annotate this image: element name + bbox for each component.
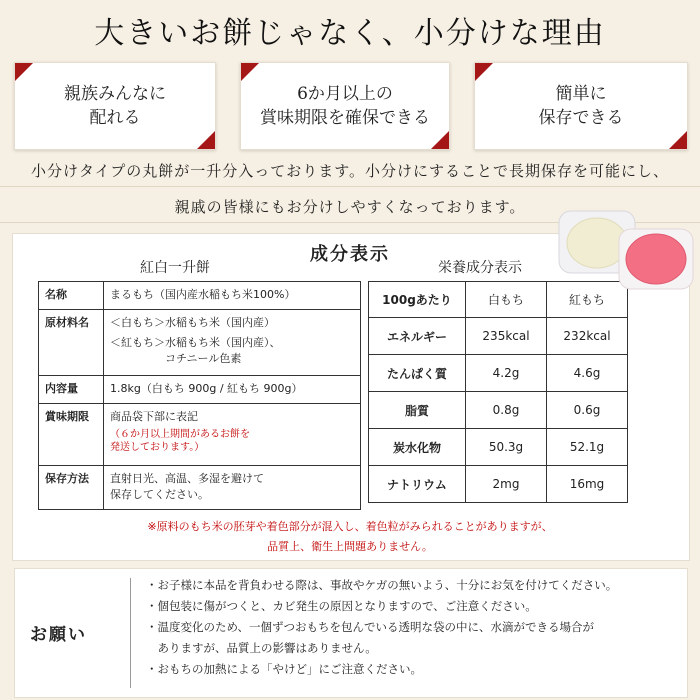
list-item: ・個包装に傷がつくと、カビ発生の原因となりますので、ご注意ください。 [146, 599, 537, 613]
divider [0, 186, 700, 187]
nutrition-table [368, 281, 628, 503]
nutrient-label: たんぱく質 [369, 355, 466, 392]
column-header: 紅もち [547, 282, 628, 318]
list-item: ・おもちの加熱による「やけど」にご注意ください。 [146, 662, 422, 676]
row-value-cell [104, 404, 361, 466]
list-item: ・お子様に本品を背負わせる際は、事故やケガの無いよう、十分にお気を付けてください。 [146, 578, 618, 592]
table-row [369, 466, 628, 503]
intro-line-1: 小分けタイプの丸餅が一升分入っております。小分けにすることで長期保存を可能にし、 [30, 162, 670, 180]
nutrient-label: ナトリウム [369, 466, 466, 503]
red-mochi-value: 52.1g [547, 429, 628, 466]
white-mochi-value: 0.8g [466, 392, 547, 429]
table-row [369, 318, 628, 355]
row-label: 原材料名 [39, 310, 104, 376]
table-row [39, 310, 361, 376]
vertical-divider [130, 578, 131, 688]
reason-text: 親族みんなに 配れる [64, 84, 166, 128]
reason-card-storage [474, 62, 688, 150]
corner-decoration [197, 131, 215, 149]
mochi-photo [555, 205, 695, 290]
nutrition-heading: 栄養成分表示 [438, 260, 522, 276]
row-value: まるもち（国内産水稲もち米100%） [104, 282, 361, 310]
reason-text: 簡単に 保存できる [538, 84, 624, 128]
table-row [39, 466, 361, 510]
spec-table [38, 281, 361, 510]
row-label: 名称 [39, 282, 104, 310]
expiry-note: （６か月以上期間があるお餅を 発送しております。） [110, 429, 250, 453]
red-mochi-value: 4.6g [547, 355, 628, 392]
white-mochi-value: 4.2g [466, 355, 547, 392]
request-label: お願い [30, 625, 87, 645]
table-row [369, 392, 628, 429]
white-mochi-value: 235kcal [466, 318, 547, 355]
intro-line-2: 親戚の皆様にもお分けしやすくなっております。 [174, 198, 526, 216]
list-item: ・温度変化のため、一個ずつおもちを包んでいる透明な袋の中に、水滴ができる場合が ありますが、品質上の影響はありません。 [146, 620, 595, 655]
corner-decoration [431, 131, 449, 149]
corner-decoration [15, 63, 33, 81]
red-mochi-value: 232kcal [547, 318, 628, 355]
reason-text: 6か月以上の 賞味期限を確保できる [260, 84, 430, 128]
table-row [39, 404, 361, 466]
panel-title: 成分表示 [310, 244, 390, 265]
corner-decoration [475, 63, 493, 81]
row-label: 賞味期限 [39, 404, 104, 466]
table-row [39, 282, 361, 310]
ingredient-note: ※原料のもち米の胚芽や着色部分が混入し、着色粒がみられることがありますが、 品質上、衛生上問題ありません。 [147, 520, 553, 553]
red-mochi-value: 0.6g [547, 392, 628, 429]
red-mochi [626, 234, 686, 284]
row-value: 商品袋下部に表記 [110, 410, 198, 423]
nutrient-label: エネルギー [369, 318, 466, 355]
row-label: 内容量 [39, 376, 104, 404]
column-header: 100gあたり [369, 282, 466, 318]
corner-decoration [241, 63, 259, 81]
row-value-2: ＜紅もち＞水稲もち米（国内産）、 コチニール色素 [110, 336, 281, 365]
table-row [369, 429, 628, 466]
nutrient-label: 炭水化物 [369, 429, 466, 466]
row-value-cell [104, 310, 361, 376]
reason-card-share [14, 62, 216, 150]
row-label: 保存方法 [39, 466, 104, 510]
red-mochi-value: 16mg [547, 466, 628, 503]
corner-decoration [669, 131, 687, 149]
white-mochi [567, 218, 627, 268]
row-value: 1.8kg（白もち 900g / 紅もち 900g） [104, 376, 361, 404]
spec-heading: 紅白一升餅 [140, 260, 210, 276]
column-header: 白もち [466, 282, 547, 318]
row-value: ＜白もち＞水稲もち米（国内産） [110, 316, 275, 329]
reason-card-shelf-life [240, 62, 450, 150]
table-row [369, 355, 628, 392]
white-mochi-value: 50.3g [466, 429, 547, 466]
request-list [146, 575, 686, 680]
row-value: 直射日光、高温、多湿を避けて 保存してください。 [104, 466, 361, 510]
page-title: 大きいお餅じゃなく、小分けな理由 [94, 16, 606, 51]
table-row [39, 376, 361, 404]
white-mochi-value: 2mg [466, 466, 547, 503]
nutrient-label: 脂質 [369, 392, 466, 429]
